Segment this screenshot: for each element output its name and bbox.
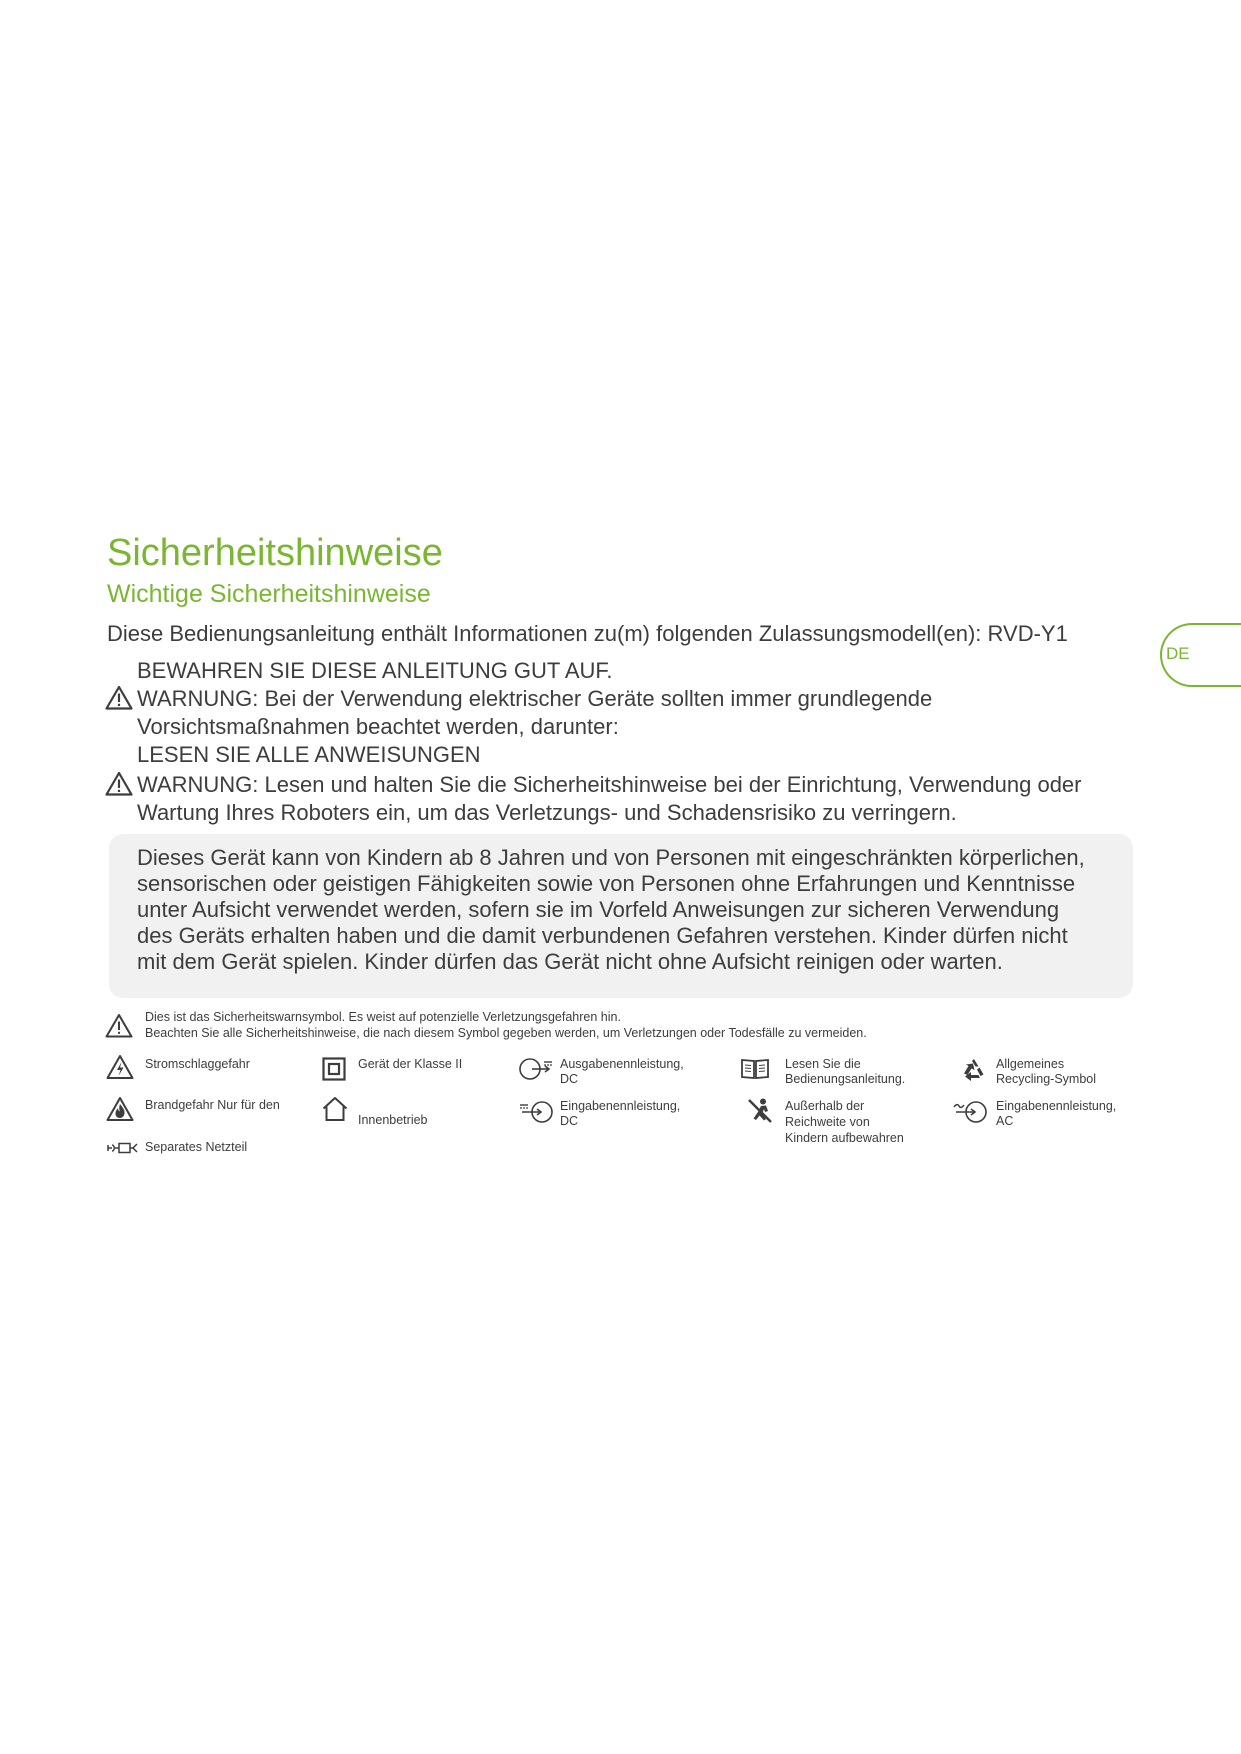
fire-hazard-icon (106, 1096, 134, 1122)
legend-output-dc-label: Ausgabenennleistung, (560, 1057, 684, 1071)
legend-input-dc-label: DC (560, 1114, 579, 1128)
input-dc-icon (518, 1100, 554, 1124)
electric-shock-icon (106, 1054, 134, 1080)
output-dc-icon (518, 1057, 554, 1081)
safety-symbol-note-line-1: Dies ist das Sicherheitswarnsymbol. Es weist auf potenzielle Verletzungsgefahren hin. (145, 1010, 621, 1024)
warning-triangle-icon (105, 771, 133, 796)
warning-2-line-1: WARNUNG: Lesen und halten Sie die Sicherheitshinweise bei der Einrichtung, Verwendung oder (137, 772, 1082, 797)
legend-children-label: Reichweite von (785, 1115, 870, 1129)
page-title: Sicherheitshinweise (107, 532, 443, 574)
legend-psu-label: Separates Netzteil (145, 1140, 248, 1154)
legend-recycling-label: Recycling-Symbol (996, 1072, 1097, 1086)
notice-line: Dieses Gerät kann von Kindern ab 8 Jahren und von Personen mit eingeschränkten körperlichen, (137, 845, 1085, 870)
notice-line: sensorischen oder geistigen Fähigkeiten sowie von Personen ohne Erfahrungen und Kenntnisse (137, 871, 1076, 896)
notice-line: des Geräts erhalten haben und die damit verbundenen Gefahren verstehen. Kinder dürfen nicht (137, 923, 1068, 948)
legend-shock-label: Stromschlaggefahr (145, 1057, 250, 1071)
legend-class2-label: Gerät der Klasse II (358, 1057, 463, 1071)
legend-fire-label: Brandgefahr Nur für den (145, 1098, 280, 1112)
keep-away-from-children-icon (746, 1097, 774, 1125)
page-subtitle: Wichtige Sicherheitshinweise (107, 580, 431, 608)
legend-output-dc-label: DC (560, 1072, 579, 1086)
notice-line: mit dem Gerät spielen. Kinder dürfen das Gerät nicht ohne Aufsicht reinigen oder warten. (137, 949, 1003, 974)
safety-symbol-note-line-2: Beachten Sie alle Sicherheitshinweise, die nach diesem Symbol gegeben werden, um Verletzungen oder Todesfälle zu vermeiden. (145, 1026, 867, 1040)
warning-1-line-2: Vorsichtsmaßnahmen beachtet werden, darunter: (137, 714, 619, 739)
read-all-instructions: LESEN SIE ALLE ANWEISUNGEN (137, 742, 481, 767)
read-manual-icon (740, 1057, 770, 1081)
legend-recycling-label: Allgemeines (996, 1057, 1065, 1071)
legend-children-label: Außerhalb der (785, 1099, 865, 1113)
warning-1-line-1: WARNUNG: Bei der Verwendung elektrischer Geräte sollten immer grundlegende (137, 686, 933, 711)
indoor-use-icon (321, 1096, 349, 1122)
recycling-icon (961, 1057, 987, 1083)
language-tab-label: DE (1166, 644, 1190, 663)
separate-power-supply-icon (107, 1141, 139, 1155)
legend-input-dc-label: Eingabenennleistung, (560, 1099, 681, 1113)
legend-indoor-label: Innenbetrieb (358, 1113, 428, 1127)
input-ac-icon (952, 1100, 988, 1124)
class-ii-icon (322, 1057, 346, 1081)
safety-alert-icon (105, 1013, 133, 1038)
model-intro: Diese Bedienungsanleitung enthält Informationen zu(m) folgenden Zulassungsmodell(en): RVD-Y1 (107, 621, 1068, 646)
legend-input-ac-label: Eingabenennleistung, (996, 1099, 1117, 1113)
legend-manual-label: Lesen Sie die (785, 1057, 861, 1071)
notice-line: unter Aufsicht verwendet werden, sofern sie im Vorfeld Anweisungen zur sicheren Verwendung (137, 897, 1060, 922)
legend-manual-label: Bedienungsanleitung. (785, 1072, 906, 1086)
warning-2-line-2: Wartung Ihres Roboters ein, um das Verletzungs- und Schadensrisiko zu verringern. (137, 800, 957, 825)
keep-instructions: BEWAHREN SIE DIESE ANLEITUNG GUT AUF. (137, 658, 613, 683)
warning-triangle-icon (105, 685, 133, 710)
legend-children-label: Kindern aufbewahren (785, 1131, 904, 1145)
legend-input-ac-label: AC (996, 1114, 1014, 1128)
